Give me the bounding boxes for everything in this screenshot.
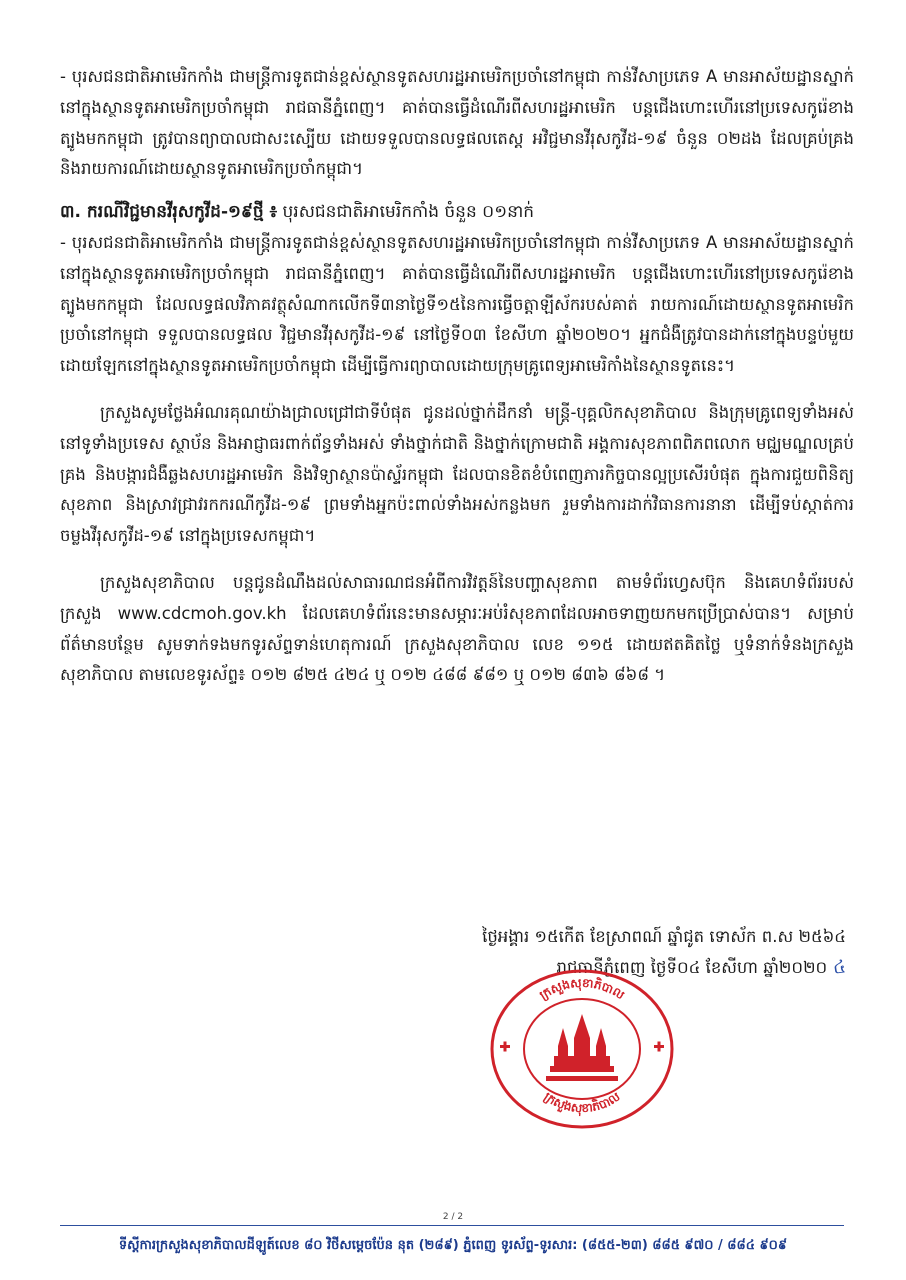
seal-cross-left <box>500 1042 510 1052</box>
official-seal-stamp <box>488 968 676 1130</box>
section-heading-new-case <box>60 197 854 228</box>
document-body <box>60 62 854 691</box>
handwritten-mark: ៤ <box>831 956 848 979</box>
footer-address: ទីស្តីការក្រសួងសុខាភិបាលដីឡូត៍លេខ ៨០ វិថីសម្តេចប៉ែន នុត (២៨៩) ភ្នំពេញ ទូរស័ព្ទ-ទូរសារ: (៨៥៥-២៣) ៨៨៥ ៩៧០ / ៨៨៤ ៩០៩ <box>118 1238 788 1253</box>
page-number: 2 / 2 <box>442 1212 464 1222</box>
section-heading-summary: បុរសជនជាតិអាមេរិកកាំង ចំនួន ០១នាក់ <box>277 202 535 223</box>
footer-divider <box>60 1225 844 1226</box>
lunar-date: ថ្ងៃអង្គារ ១៥កើត ខែស្រាពណ៍ ឆ្នាំជូត ទោស័ក ព.ស ២៥៦៤ <box>482 927 846 946</box>
place-date: រាជធានីភ្នំពេញ ថ្ងៃទី០៤ ខែសីហា ឆ្នាំ២០២០ <box>556 957 828 977</box>
paragraph-contact-info: ក្រសួងសុខាភិបាល បន្តជូនដំណឹងដល់សាធារណជនអំពីការវិវត្តន៍នៃបញ្ហាសុខភាព តាមទំព័រហ្វេសប៊ុក និងគេហទំព័ររបស់ក្រសួង www.cdcmoh.gov.kh ដែលគេហទំព័រនេះមានសម្ភារៈអប់រំសុខភាពដែលអាចទាញយកមកប្រើប្រាស់បាន។ សម្រាប់ព័ត៌មានបន្ថែម សូមទាក់ទងមកទូរស័ព្ទទាន់ហេតុការណ៍ ក្រសួងសុខាភិបាល លេខ ១១៥ ដោយឥតគិតថ្លៃ ឬទំនាក់ទំនងក្រសួងសុខាភិបាល តាមលេខទូរស័ព្ទ៖ ០១២ ៨២៥ ៤២៤ ឬ ០១២ ៤៨៨ ៩៨១ ឬ ០១២ ៨៣៦ ៨៦៨ ។ <box>60 572 854 685</box>
seal-cross-right <box>654 1042 664 1052</box>
seal-text-bottom: ក្រសួងសុខាភិបាល <box>541 1089 623 1116</box>
seal-temple-emblem <box>546 1014 618 1081</box>
paragraph-case-2-detail: - បុរសជនជាតិអាមេរិកកាំង ជាមន្ត្រីការទូតជាន់ខ្ពស់ស្ថានទូតសហរដ្ឋអាមេរិកប្រចាំនៅកម្ពុជា កាន់វីសាប្រភេទ A មានអាស័យដ្ឋានស្នាក់នៅក្នុងស្ថានទូតអាមេរិកប្រចាំកម្ពុជា រាជធានីភ្នំពេញ។ គាត់បានធ្វើដំណើរពីសហរដ្ឋអាមេរិក បន្តជើងហោះហើរនៅប្រទេសកូរ៉េខាងត្បូងមកកម្ពុជា ត្រូវបានព្យាបាលជាសះស្បើយ ដោយទទួលបានលទ្ធផលតេស្ត អវិជ្ជមានវីរុសកូវីដ-១៩ ចំនួន ០២ដង ដែលគ្រប់គ្រង និងរាយការណ៍ដោយស្ថានទូតអាមេរិកប្រចាំកម្ពុជា។ <box>60 67 854 179</box>
seal-text-top: ក្រសួងសុខាភិបាល <box>536 975 627 1003</box>
section-heading-label: ៣. ករណីវិជ្ជមានវីរុសកូវីដ-១៩ថ្មី ៖ <box>60 202 278 223</box>
paragraph-new-case-detail: - បុរសជនជាតិអាមេរិកកាំង ជាមន្ត្រីការទូតជាន់ខ្ពស់ស្ថានទូតសហរដ្ឋអាមេរិកប្រចាំនៅកម្ពុជា កាន់វីសាប្រភេទ A មានអាស័យដ្ឋានស្នាក់នៅក្នុងស្ថានទូតអាមេរិកប្រចាំកម្ពុជា រាជធានីភ្នំពេញ។ គាត់បានធ្វើដំណើរពីសហរដ្ឋអាមេរិក បន្តជើងហោះហើរនៅប្រទេសកូរ៉េខាងត្បូងមកកម្ពុជា ដែលលទ្ធផលវិភាគវត្ថុសំណាកលើកទី៣នាថ្ងៃទី១៥នៃការធ្វើចត្តាឡីស័ករបស់គាត់ រាយការណ៍ដោយស្ថានទូតអាមេរិកប្រចាំនៅកម្ពុជា ទទួលបានលទ្ធផល វិជ្ជមានវីរុសកូវីដ-១៩ នៅថ្ងៃទី០៣ ខែសីហា ឆ្នាំ២០២០។ អ្នកជំងឺត្រូវបានដាក់នៅក្នុងបន្ទប់មួយដោយឡែកនៅក្នុងស្ថានទូតអាមេរិកប្រចាំកម្ពុជា ដើម្បីធ្វើការព្យាបាលដោយក្រុមគ្រូពេទ្យអាមេរិកាំងនៃស្ថានទូតនេះ។ <box>60 232 854 376</box>
paragraph-thanks: ក្រសួងសូមថ្លែងអំណរគុណយ៉ាងជ្រាលជ្រៅជាទីបំផុត ជូនដល់ថ្នាក់ដឹកនាំ មន្ត្រី-បុគ្គលិកសុខាភិបាល និងក្រុមគ្រូពេទ្យទាំងអស់នៅទូទាំងប្រទេស ស្ថាប័ន និងអាជ្ញាធរពាក់ព័ន្ធទាំងអស់ ទាំងថ្នាក់ជាតិ និងថ្នាក់ក្រោមជាតិ អង្គការសុខភាពពិភពលោក មជ្ឈមណ្ឌលគ្រប់គ្រង និងបង្ការជំងឺឆ្លងសហរដ្ឋអាមេរិក និងវិទ្យាស្ថានប៉ាស្ទ័រកម្ពុជា ដែលបានខិតខំបំពេញភារកិច្ចបានល្អប្រសើរបំផុត ក្នុងការជួយពិនិត្យសុខភាព និងស្រាវជ្រាវរកករណីកូវីដ-១៩ ព្រមទាំងអ្នកប៉ះពាល់ទាំងអស់កន្លងមក រួមទាំងការដាក់វិធានការនានា ដើម្បីទប់ស្កាត់ការចម្លងវីរុសកូវីដ-១៩ នៅក្នុងប្រទេសកម្ពុជា។ <box>60 402 854 546</box>
